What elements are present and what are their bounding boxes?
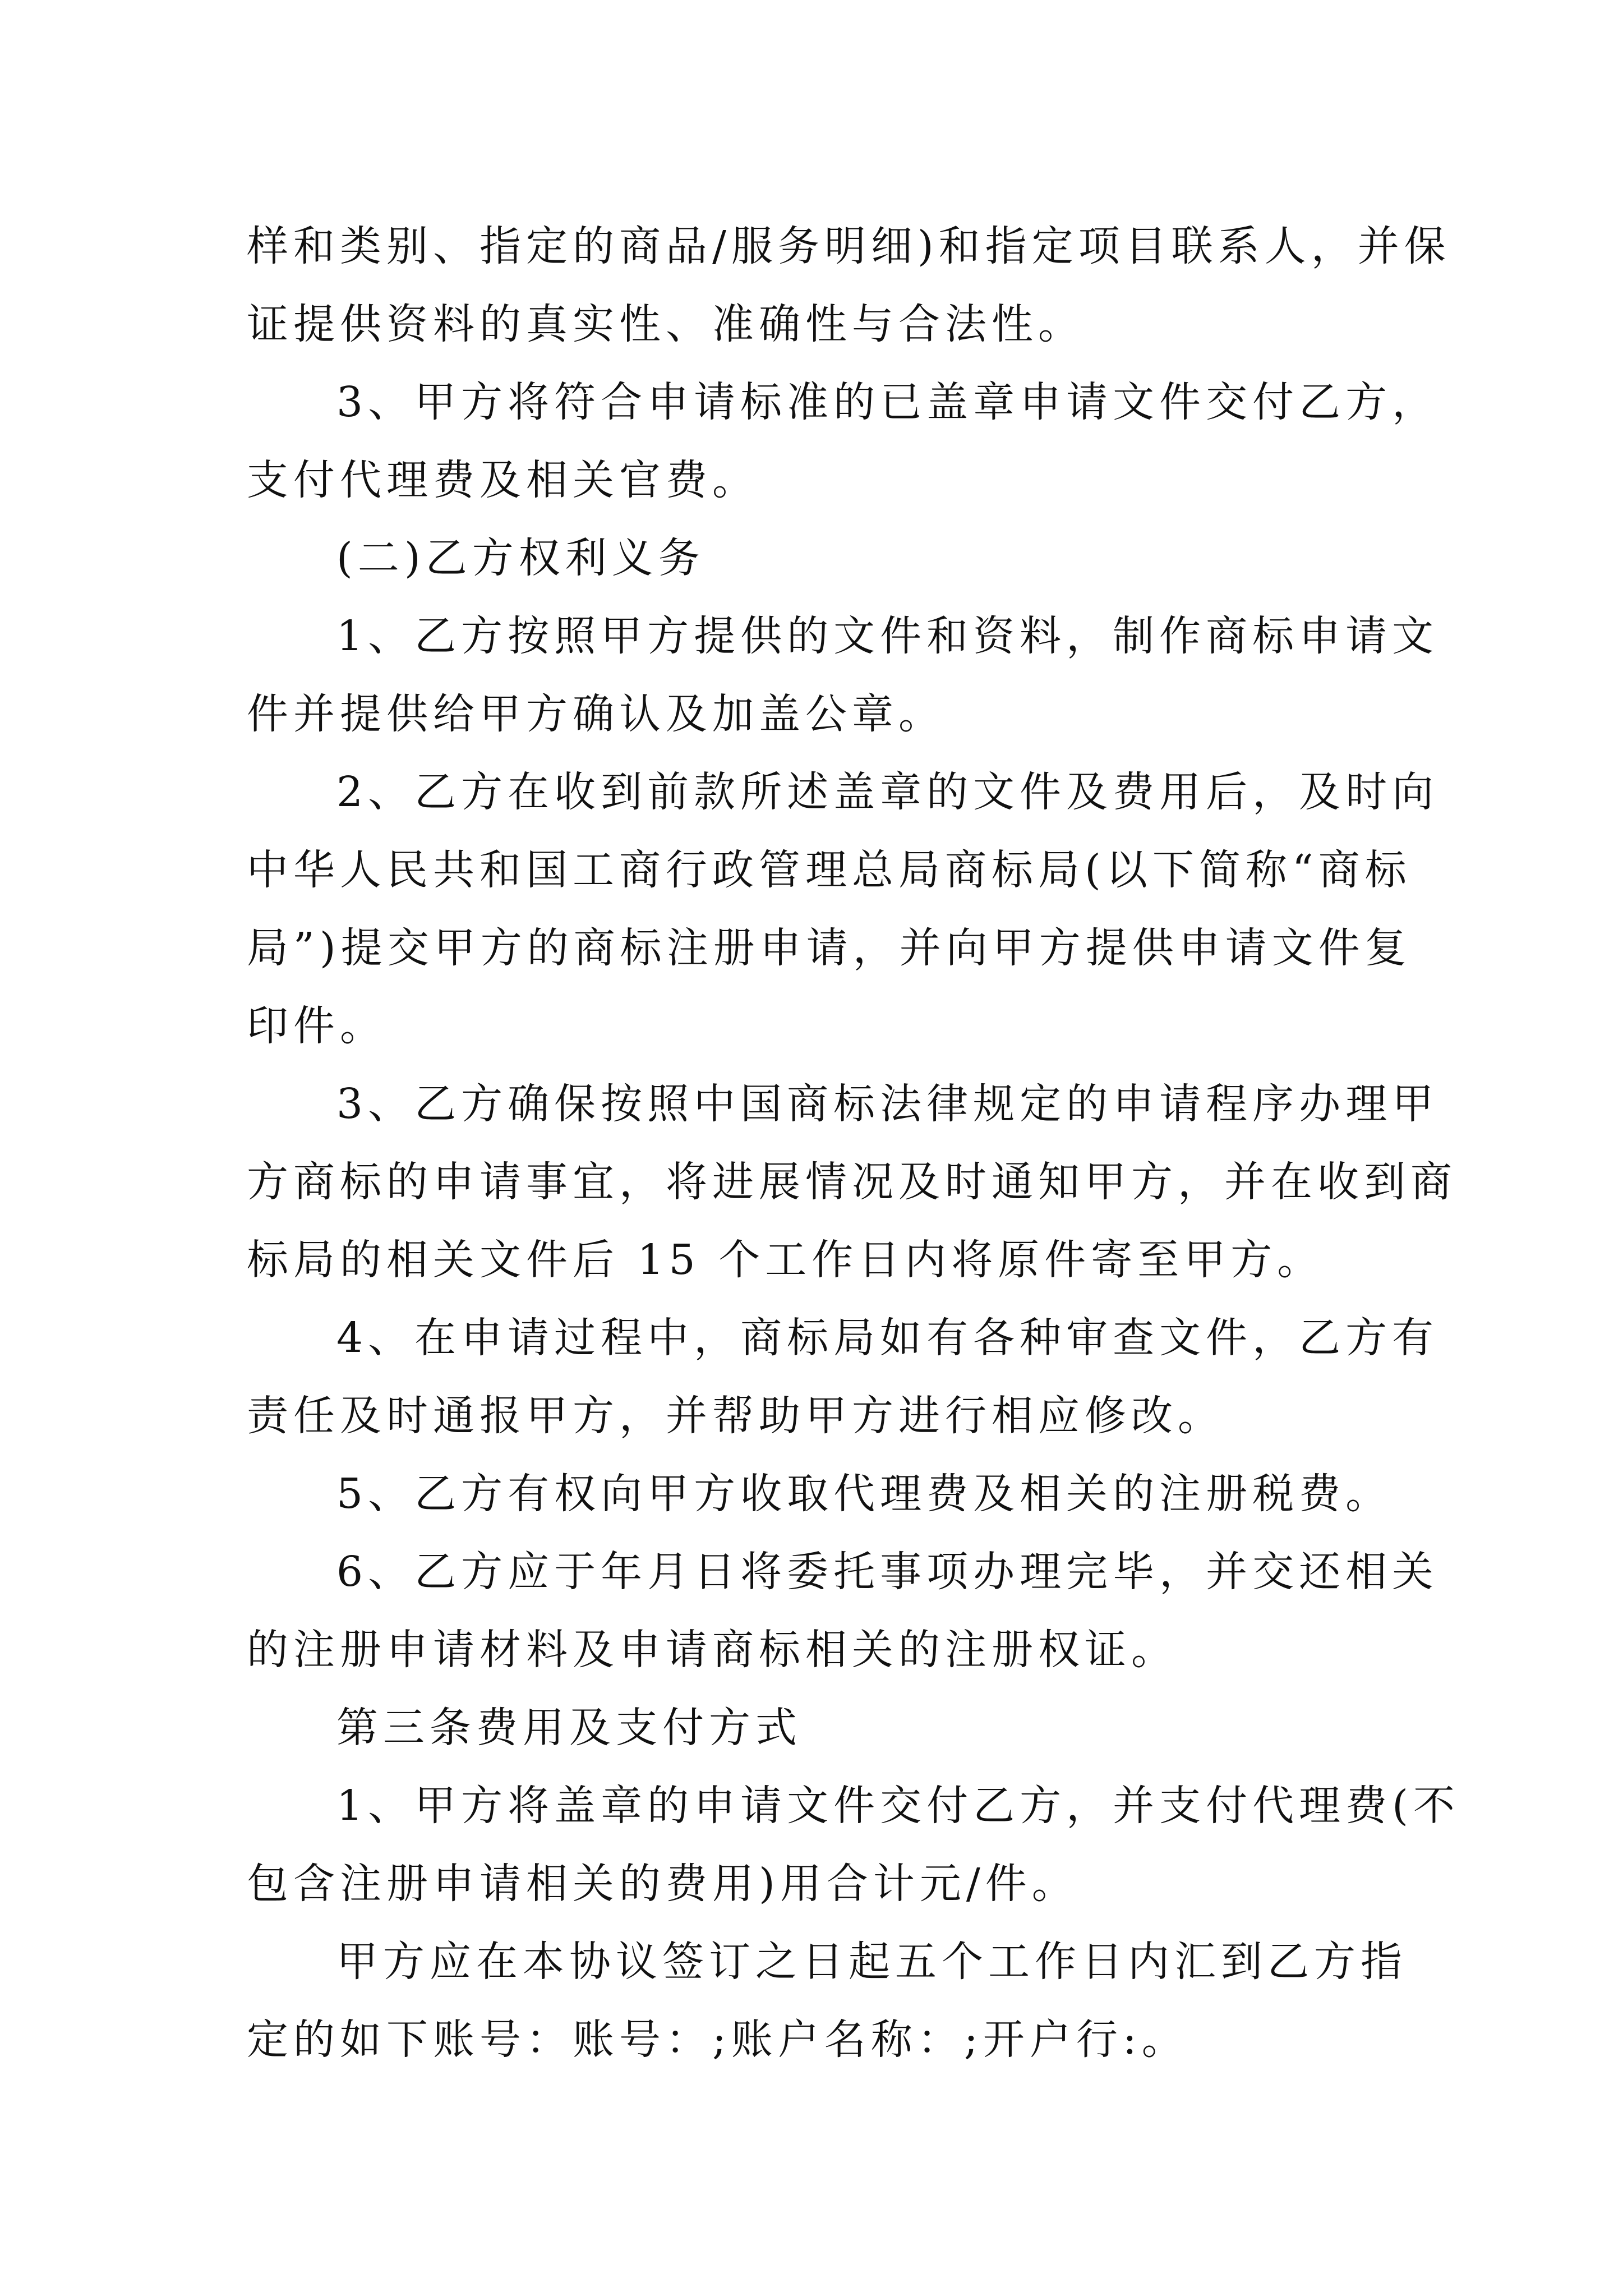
body-line: 5、乙方有权向甲方收取代理费及相关的注册税费。 [336, 1470, 1393, 1518]
body-line: 责任及时通报甲方，并帮助甲方进行相应修改。 [247, 1392, 1224, 1440]
body-line: 中华人民共和国工商行政管理总局商标局(以下简称“商标 [247, 846, 1412, 894]
body-line: 甲方应在本协议签订之日起五个工作日内汇到乙方指 [336, 1938, 1407, 1986]
body-line: 4、在申请过程中，商标局如有各种审查文件，乙方有 [336, 1314, 1439, 1362]
section-heading: (二)乙方权利义务 [336, 534, 705, 582]
body-line: 样和类别、指定的商品/服务明细)和指定项目联系人，并保 [247, 222, 1451, 270]
body-line: 包含注册申请相关的费用)用合计元/件。 [247, 1860, 1078, 1908]
body-line: 支付代理费及相关官费。 [247, 456, 759, 504]
body-line: 1、甲方将盖章的申请文件交付乙方，并支付代理费(不 [336, 1782, 1460, 1830]
body-line: 件并提供给甲方确认及加盖公章。 [247, 690, 945, 738]
body-line: 3、乙方确保按照中国商标法律规定的申请程序办理甲 [336, 1080, 1439, 1128]
body-line: 6、乙方应于年月日将委托事项办理完毕，并交还相关 [336, 1548, 1439, 1596]
body-line: 标局的相关文件后 15 个工作日内将原件寄至甲方。 [247, 1236, 1324, 1284]
body-line: 1、乙方按照甲方提供的文件和资料，制作商标申请文 [336, 612, 1439, 660]
section-heading: 第三条费用及支付方式 [336, 1704, 802, 1752]
body-line: 定的如下账号：账号：;账户名称：;开户行:。 [247, 2016, 1188, 2064]
document-page [247, 208, 1460, 2079]
body-line: 2、乙方在收到前款所述盖章的文件及费用后，及时向 [336, 768, 1439, 816]
body-line: 局”)提交甲方的商标注册申请，并向甲方提供申请文件复 [247, 924, 1412, 972]
body-line: 3、甲方将符合申请标准的已盖章申请文件交付乙方， [336, 378, 1439, 426]
body-line: 的注册申请材料及申请商标相关的注册权证。 [247, 1626, 1178, 1674]
body-line: 方商标的申请事宜，将进展情况及时通知甲方，并在收到商 [247, 1158, 1457, 1206]
body-line: 证提供资料的真实性、准确性与合法性。 [247, 300, 1085, 348]
body-line: 印件。 [247, 1002, 386, 1050]
